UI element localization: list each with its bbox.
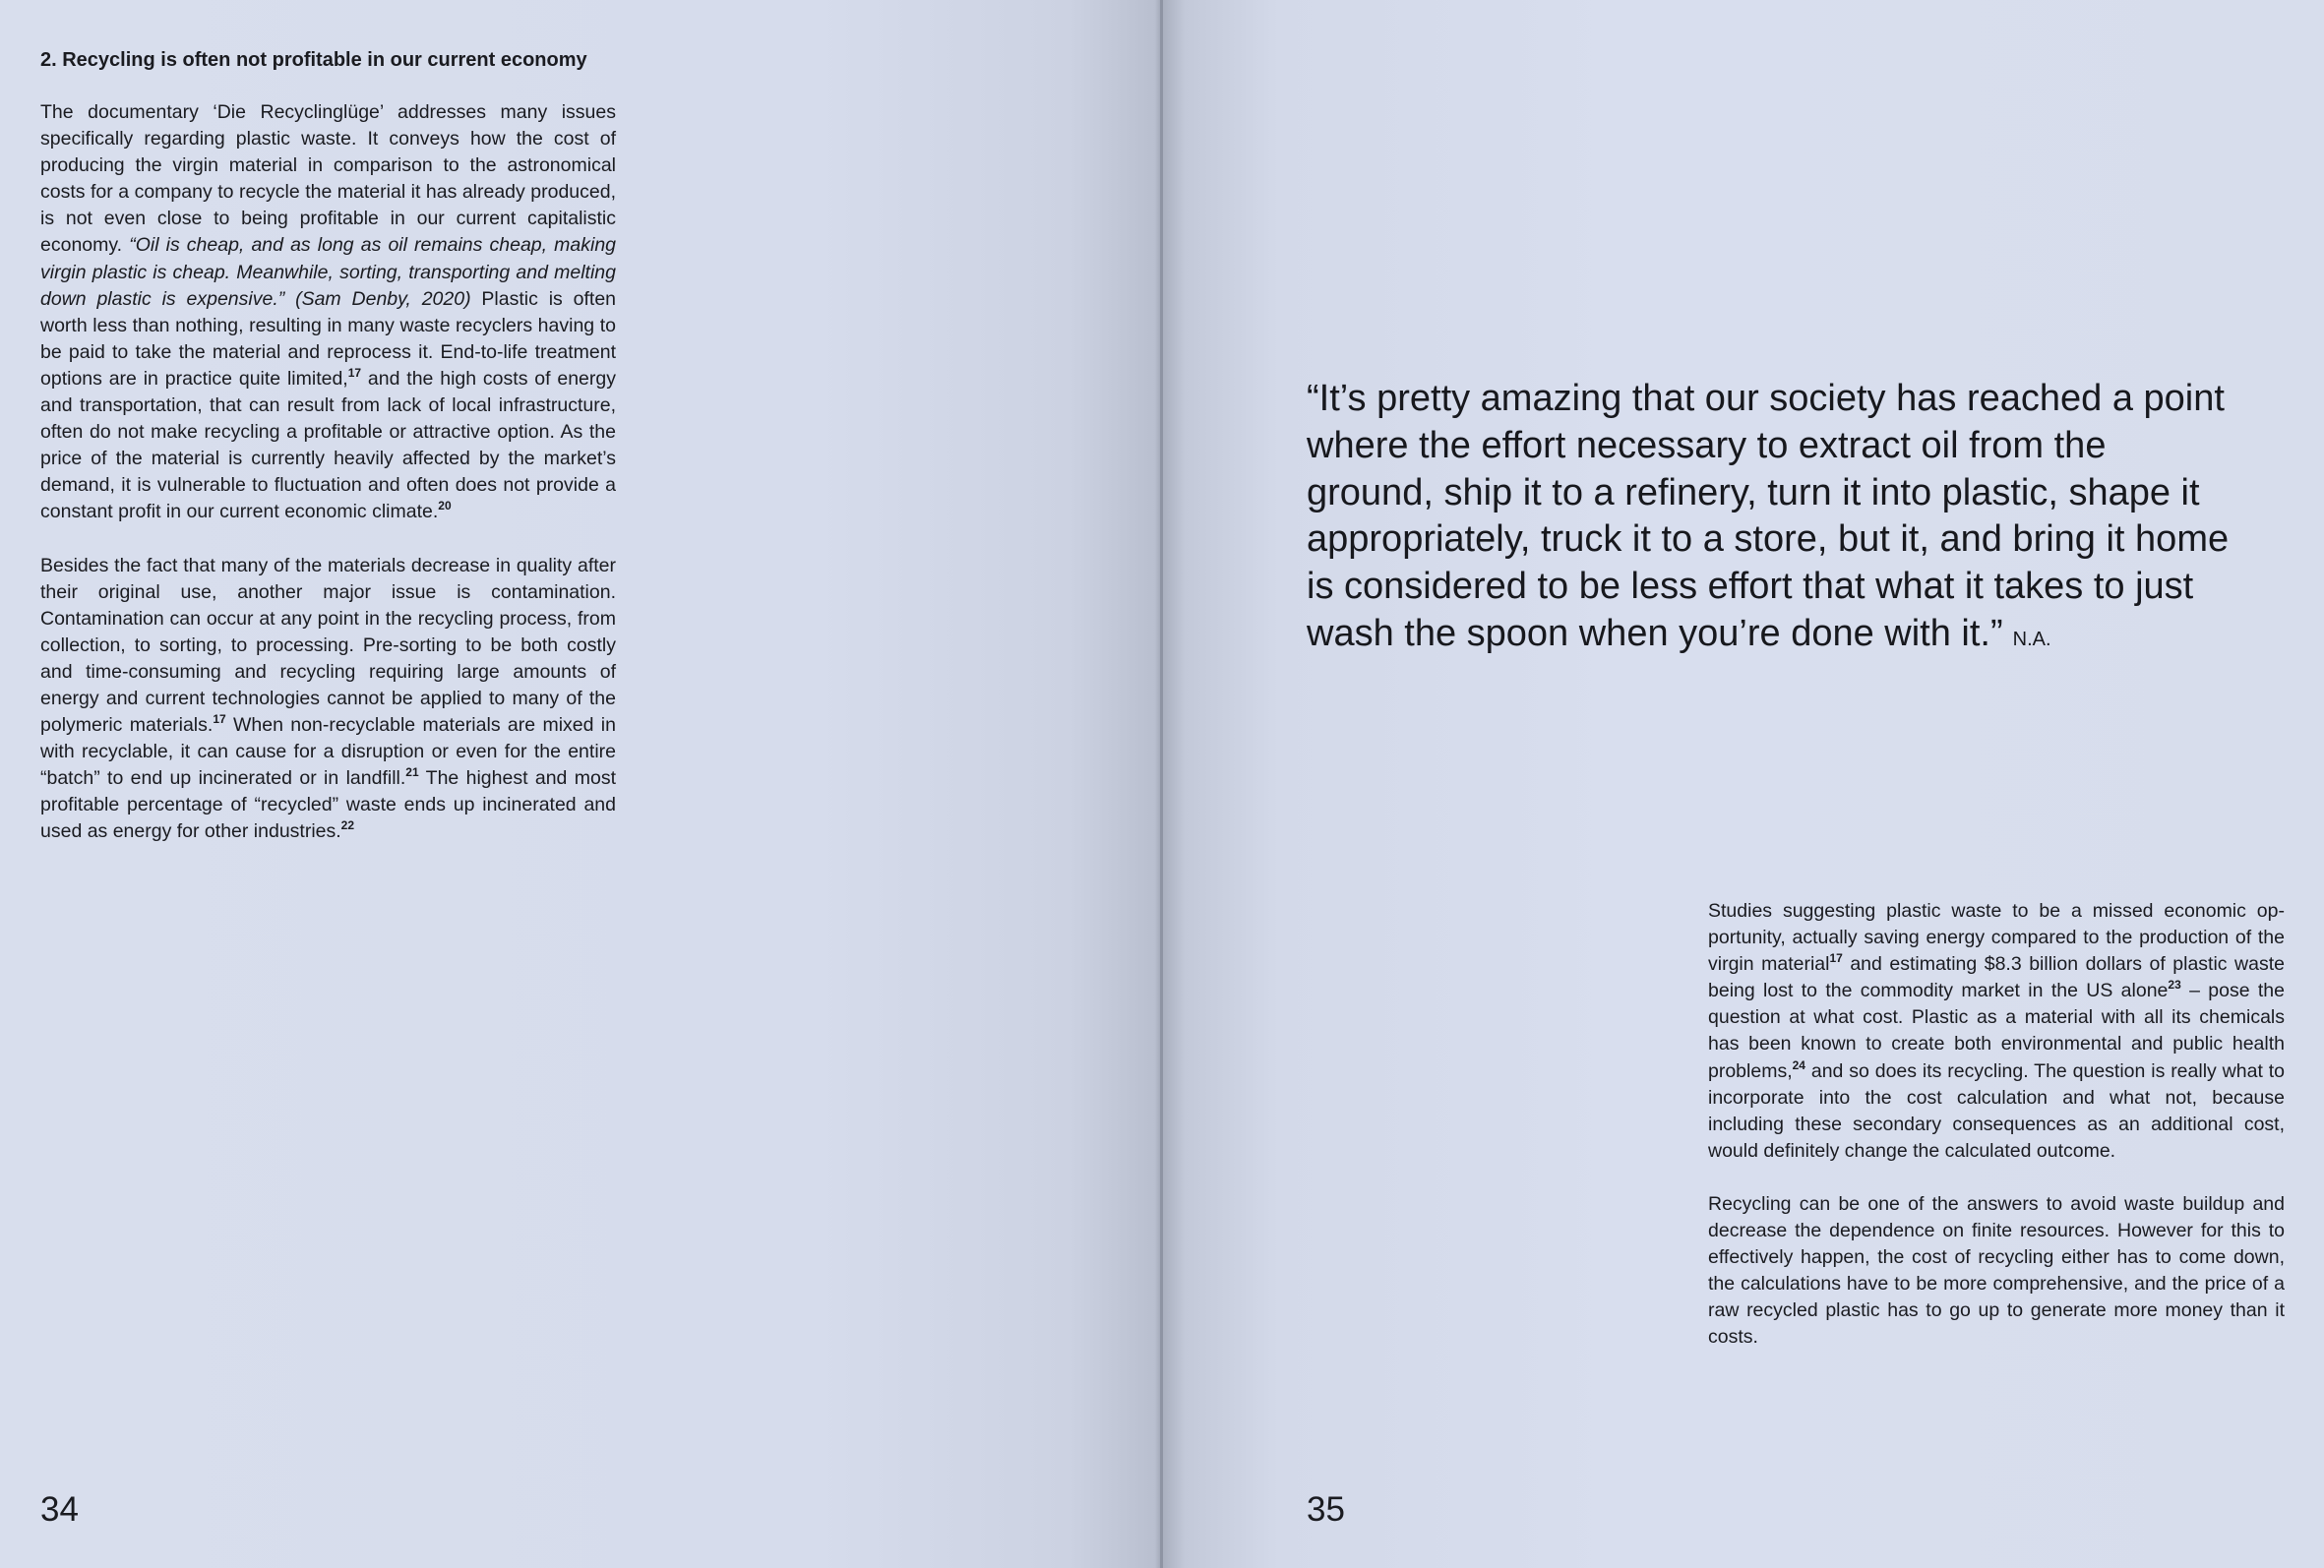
body-text: The highest and most profitable percentage of “recycled” waste ends up incinerated and used as energy for other industries. (40, 767, 617, 843)
quote-attribution: N.A. (2012, 628, 2051, 650)
pull-quote (1307, 376, 2232, 664)
pull-quote-text: “It’s pretty amazing that our society has reached a point where the effort necessary to extract oil from the ground, ship it to a refinery, turn it into plastic, shape it appropriately, truck it to a store, but it, and bring it home is considered to be less effort that what it takes to just wash the spoon when you’re done with it.” (1307, 378, 2230, 654)
footnote-ref: 17 (347, 365, 362, 380)
body-text: and estimating $8.3 billion dollars of plastic waste being lost to the commodity market in the US alone (1708, 953, 2285, 1002)
paragraph-spacer (40, 526, 616, 553)
body-text: and so does its recycling. The question is really what to incorporate into the cost calculation and what not, because including these secondary consequences as an additional cost, would definitely change the calculated outcome. (1708, 1059, 2285, 1162)
body-paragraph (40, 553, 616, 846)
footnote-ref: 22 (340, 818, 355, 833)
right-page (1162, 0, 2324, 1568)
footnote-ref: 23 (2168, 978, 2181, 993)
body-paragraph: Recycling can be one of the answers to avoid waste buildup and decrease the dependence on finite resources. However for this to effectively happen, the cost of recycling either has to come down, the calculations have to be more comprehensive, and the price of a raw recycled plastic has to go up to generate more money than it costs. (1708, 1192, 2285, 1349)
book-gutter (1160, 0, 1163, 1568)
body-text: Plastic is often worth less than nothing, resulting in many waste recyclers having to be paid to take the material and reprocess it. End-to-life treatment options are in practice quite limited, (40, 287, 617, 390)
body-text: The documentary ‘Die Recyclinglüge’ addresses many issues specifically regarding plastic waste. It conveys how the cost of producing the virgin material in comparison to the astronomical costs for a company to recycle the material it has already produced, is not even close to being profitable in our current capitalistic economy. (40, 101, 616, 257)
left-body-column (40, 99, 616, 846)
body-text: Besides the fact that many of the materials decrease in quality after their original use, another major issue is contamination. Contamination can occur at any point in the recycling process, from collection, to sorting, to processing. Pre-sorting to be both costly and time-consuming and recycling requiring large amounts of energy and current technologies cannot be applied to many of the polymeric materials. (40, 554, 616, 737)
paragraph-spacer (1708, 1165, 2285, 1191)
page-number: 35 (1307, 1490, 1345, 1529)
page-number: 34 (40, 1490, 79, 1529)
right-body-column (1708, 898, 2285, 1352)
footnote-ref: 17 (1829, 951, 1843, 966)
footnote-ref: 24 (1792, 1057, 1805, 1072)
inline-quote: “Oil is cheap, and as long as oil remains cheap, making virgin plastic is cheap. Meanwhile, sorting, transporting and melting down plastic is expensive.” (Sam Denby, 2020) (40, 234, 617, 310)
section-heading: 2. Recycling is often not profitable in our current economy (40, 49, 587, 71)
body-text: When non-recyclable materials are mixed in with recyclable, it can cause for a disruption or even for the entire “batch” to end up incinerated or in landfill. (40, 714, 616, 790)
footnote-ref: 20 (438, 499, 452, 513)
footnote-ref: 17 (213, 712, 226, 727)
body-paragraph (1708, 898, 2285, 1165)
footnote-ref: 21 (405, 765, 419, 780)
body-text: – pose the question at what cost. Plastic as a material with all its chemicals has been known to create both environmental and public health problems, (1708, 980, 2285, 1082)
body-text: Studies suggesting plastic waste to be a missed economic opportunity, actually saving energy compared to the production of the virgin material (1708, 900, 2285, 976)
body-paragraph (40, 99, 616, 526)
body-text: and the high costs of energy and transportation, that can result from lack of local infrastructure, often do not make recycling a profitable or attractive option. As the price of the material is currently heavily affected by the market’s demand, it is vulnerable to fluctuation and often does not provide a constant profit in our current economic climate. (40, 367, 616, 523)
